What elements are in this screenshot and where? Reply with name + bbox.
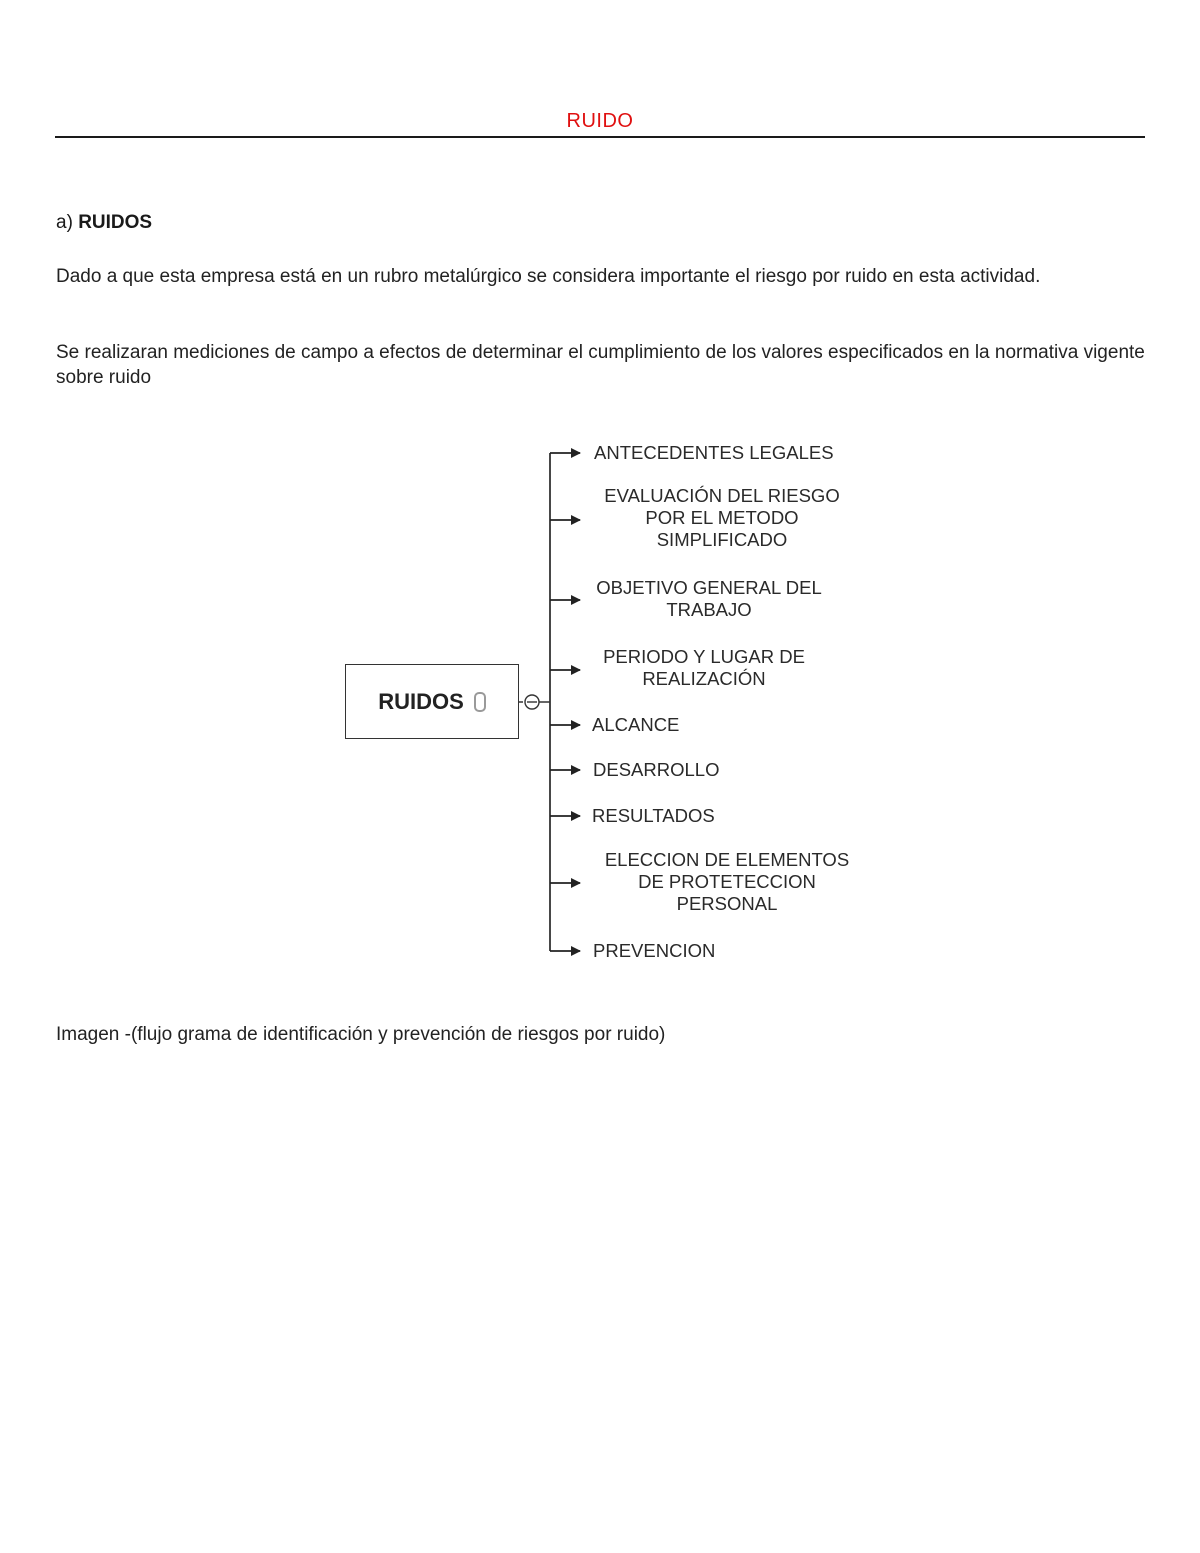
- paragraph: Dado a que esta empresa está en un rubro metalúrgico se considera importante el riesgo por ruido en esta actividad.: [56, 266, 1041, 287]
- diagram-node: DESARROLLO: [593, 759, 720, 780]
- paperclip-icon: [474, 692, 486, 712]
- section-prefix: a): [56, 212, 73, 233]
- header-rule: [55, 136, 1145, 138]
- diagram-node: ELECCION DE ELEMENTOS DE PROTETECCION PERSONAL: [604, 849, 850, 914]
- section-heading: [56, 212, 152, 234]
- diagram-node: ALCANCE: [592, 714, 680, 735]
- minus-circle-icon[interactable]: [525, 695, 539, 709]
- section-title: RUIDOS: [78, 212, 153, 233]
- diagram-node: OBJETIVO GENERAL DEL TRABAJO: [596, 577, 822, 620]
- diagram-node: PERIODO Y LUGAR DE REALIZACIÓN: [603, 646, 805, 689]
- flow-diagram: [330, 420, 890, 980]
- diagram-node: RESULTADOS: [592, 805, 715, 826]
- paragraph: Se realizaran mediciones de campo a efectos de determinar el cumplimiento de los valores especificados en la normativa vigente sobre ruido: [56, 342, 1145, 388]
- diagram-node: ANTECEDENTES LEGALES: [594, 442, 834, 463]
- figure-caption: Imagen -(flujo grama de identificación y prevención de riesgos por ruido): [56, 1024, 666, 1045]
- diagram-node: EVALUACIÓN DEL RIESGO POR EL METODO SIMPLIFICADO: [604, 485, 840, 550]
- diagram-node: PREVENCION: [593, 940, 716, 961]
- root-node-label: RUIDOS: [378, 688, 464, 714]
- root-node: [345, 664, 519, 739]
- page-title: RUIDO: [566, 110, 634, 132]
